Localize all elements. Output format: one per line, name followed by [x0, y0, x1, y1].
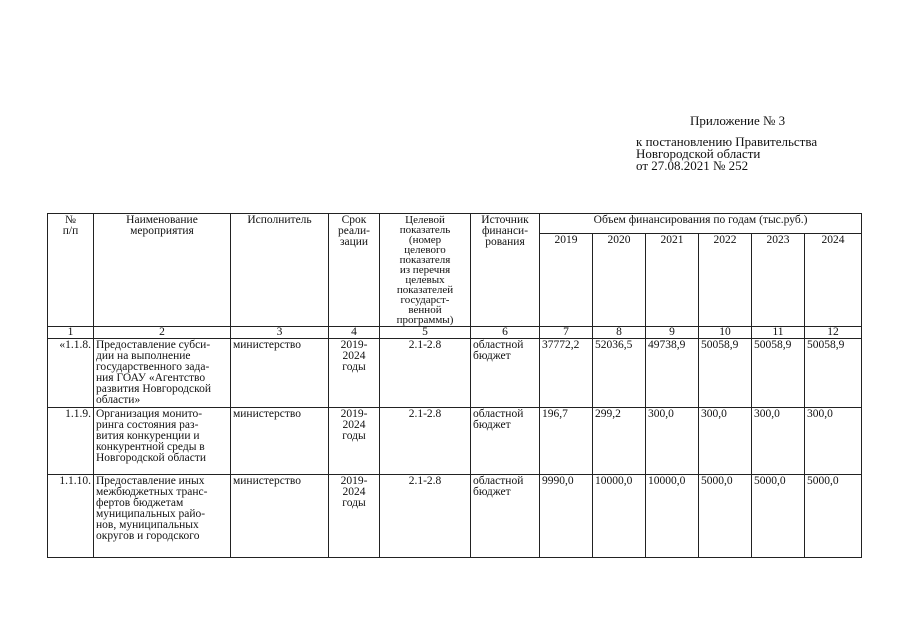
column-number: 1 [48, 327, 94, 339]
col-header-executor: Исполнитель [231, 214, 329, 327]
col-header-year: 2021 [646, 234, 699, 327]
program-measures-table [47, 213, 862, 558]
funding-2022: 300,0 [699, 408, 752, 475]
col-header-year: 2024 [805, 234, 862, 327]
executor: министерство [231, 339, 329, 408]
appendix-title: Приложение № 3 [690, 113, 786, 128]
col-header-year: 2023 [752, 234, 805, 327]
table-row [48, 408, 862, 475]
column-number: 9 [646, 327, 699, 339]
measure-name: Организация монито- ринга состояния раз- вития конкуренции и конкурентной среды в Новгородской области [94, 408, 231, 475]
column-number-row [48, 327, 862, 339]
funding-2021: 300,0 [646, 408, 699, 475]
column-number: 10 [699, 327, 752, 339]
region-name: Новгородской области [636, 146, 761, 161]
measure-name: Предоставление иных межбюджетных транс- фертов бюджетам муниципальных райо- нов, муниципальных округов и городского [94, 475, 231, 558]
funding-2021: 10000,0 [646, 475, 699, 558]
term: 2019- 2024 годы [329, 339, 380, 408]
target-indicator: 2.1-2.8 [380, 475, 471, 558]
row-number: 1.1.10. [48, 475, 94, 558]
funding-2024: 300,0 [805, 408, 862, 475]
target-indicator: 2.1-2.8 [380, 339, 471, 408]
funding-2020: 299,2 [593, 408, 646, 475]
column-number: 3 [231, 327, 329, 339]
column-number: 8 [593, 327, 646, 339]
col-header-year: 2022 [699, 234, 752, 327]
funding-2020: 10000,0 [593, 475, 646, 558]
col-header-name: Наименование мероприятия [94, 214, 231, 327]
column-number: 7 [540, 327, 593, 339]
col-header-no: № п/п [48, 214, 94, 327]
funding-2019: 196,7 [540, 408, 593, 475]
col-header-source: Источник финанси- рования [471, 214, 540, 327]
col-header-target: Целевой показатель (номер целевого показателя из перечня целевых показателей государст- венной программы) [380, 214, 471, 327]
column-number: 4 [329, 327, 380, 339]
row-number: 1.1.9. [48, 408, 94, 475]
col-header-funding: Объем финансирования по годам (тыс.руб.) [540, 214, 862, 234]
executor: министерство [231, 475, 329, 558]
target-indicator: 2.1-2.8 [380, 408, 471, 475]
row-number: «1.1.8. [48, 339, 94, 408]
funding-2023: 5000,0 [752, 475, 805, 558]
funding-2023: 50058,9 [752, 339, 805, 408]
document-header [636, 115, 896, 172]
term: 2019- 2024 годы [329, 475, 380, 558]
funding-source: областной бюджет [471, 339, 540, 408]
measure-name: Предоставление субси- дии на выполнение государственного зада- ния ГОАУ «Агентство развития Новгородской области» [94, 339, 231, 408]
funding-2024: 5000,0 [805, 475, 862, 558]
col-header-year: 2019 [540, 234, 593, 327]
column-number: 12 [805, 327, 862, 339]
funding-2019: 9990,0 [540, 475, 593, 558]
executor: министерство [231, 408, 329, 475]
col-header-term: Срок реали- зации [329, 214, 380, 327]
table-row [48, 475, 862, 558]
resolution-date: от 27.08.2021 № 252 [636, 158, 749, 173]
funding-source: областной бюджет [471, 408, 540, 475]
funding-source: областной бюджет [471, 475, 540, 558]
header-row-1 [48, 214, 862, 234]
resolution-ref: к постановлению Правительства [636, 134, 818, 149]
column-number: 6 [471, 327, 540, 339]
funding-2022: 50058,9 [699, 339, 752, 408]
table-row [48, 339, 862, 408]
funding-2022: 5000,0 [699, 475, 752, 558]
column-number: 11 [752, 327, 805, 339]
column-number: 5 [380, 327, 471, 339]
funding-2024: 50058,9 [805, 339, 862, 408]
col-header-year: 2020 [593, 234, 646, 327]
term: 2019- 2024 годы [329, 408, 380, 475]
funding-2020: 52036,5 [593, 339, 646, 408]
funding-2019: 37772,2 [540, 339, 593, 408]
funding-2023: 300,0 [752, 408, 805, 475]
funding-2021: 49738,9 [646, 339, 699, 408]
column-number: 2 [94, 327, 231, 339]
